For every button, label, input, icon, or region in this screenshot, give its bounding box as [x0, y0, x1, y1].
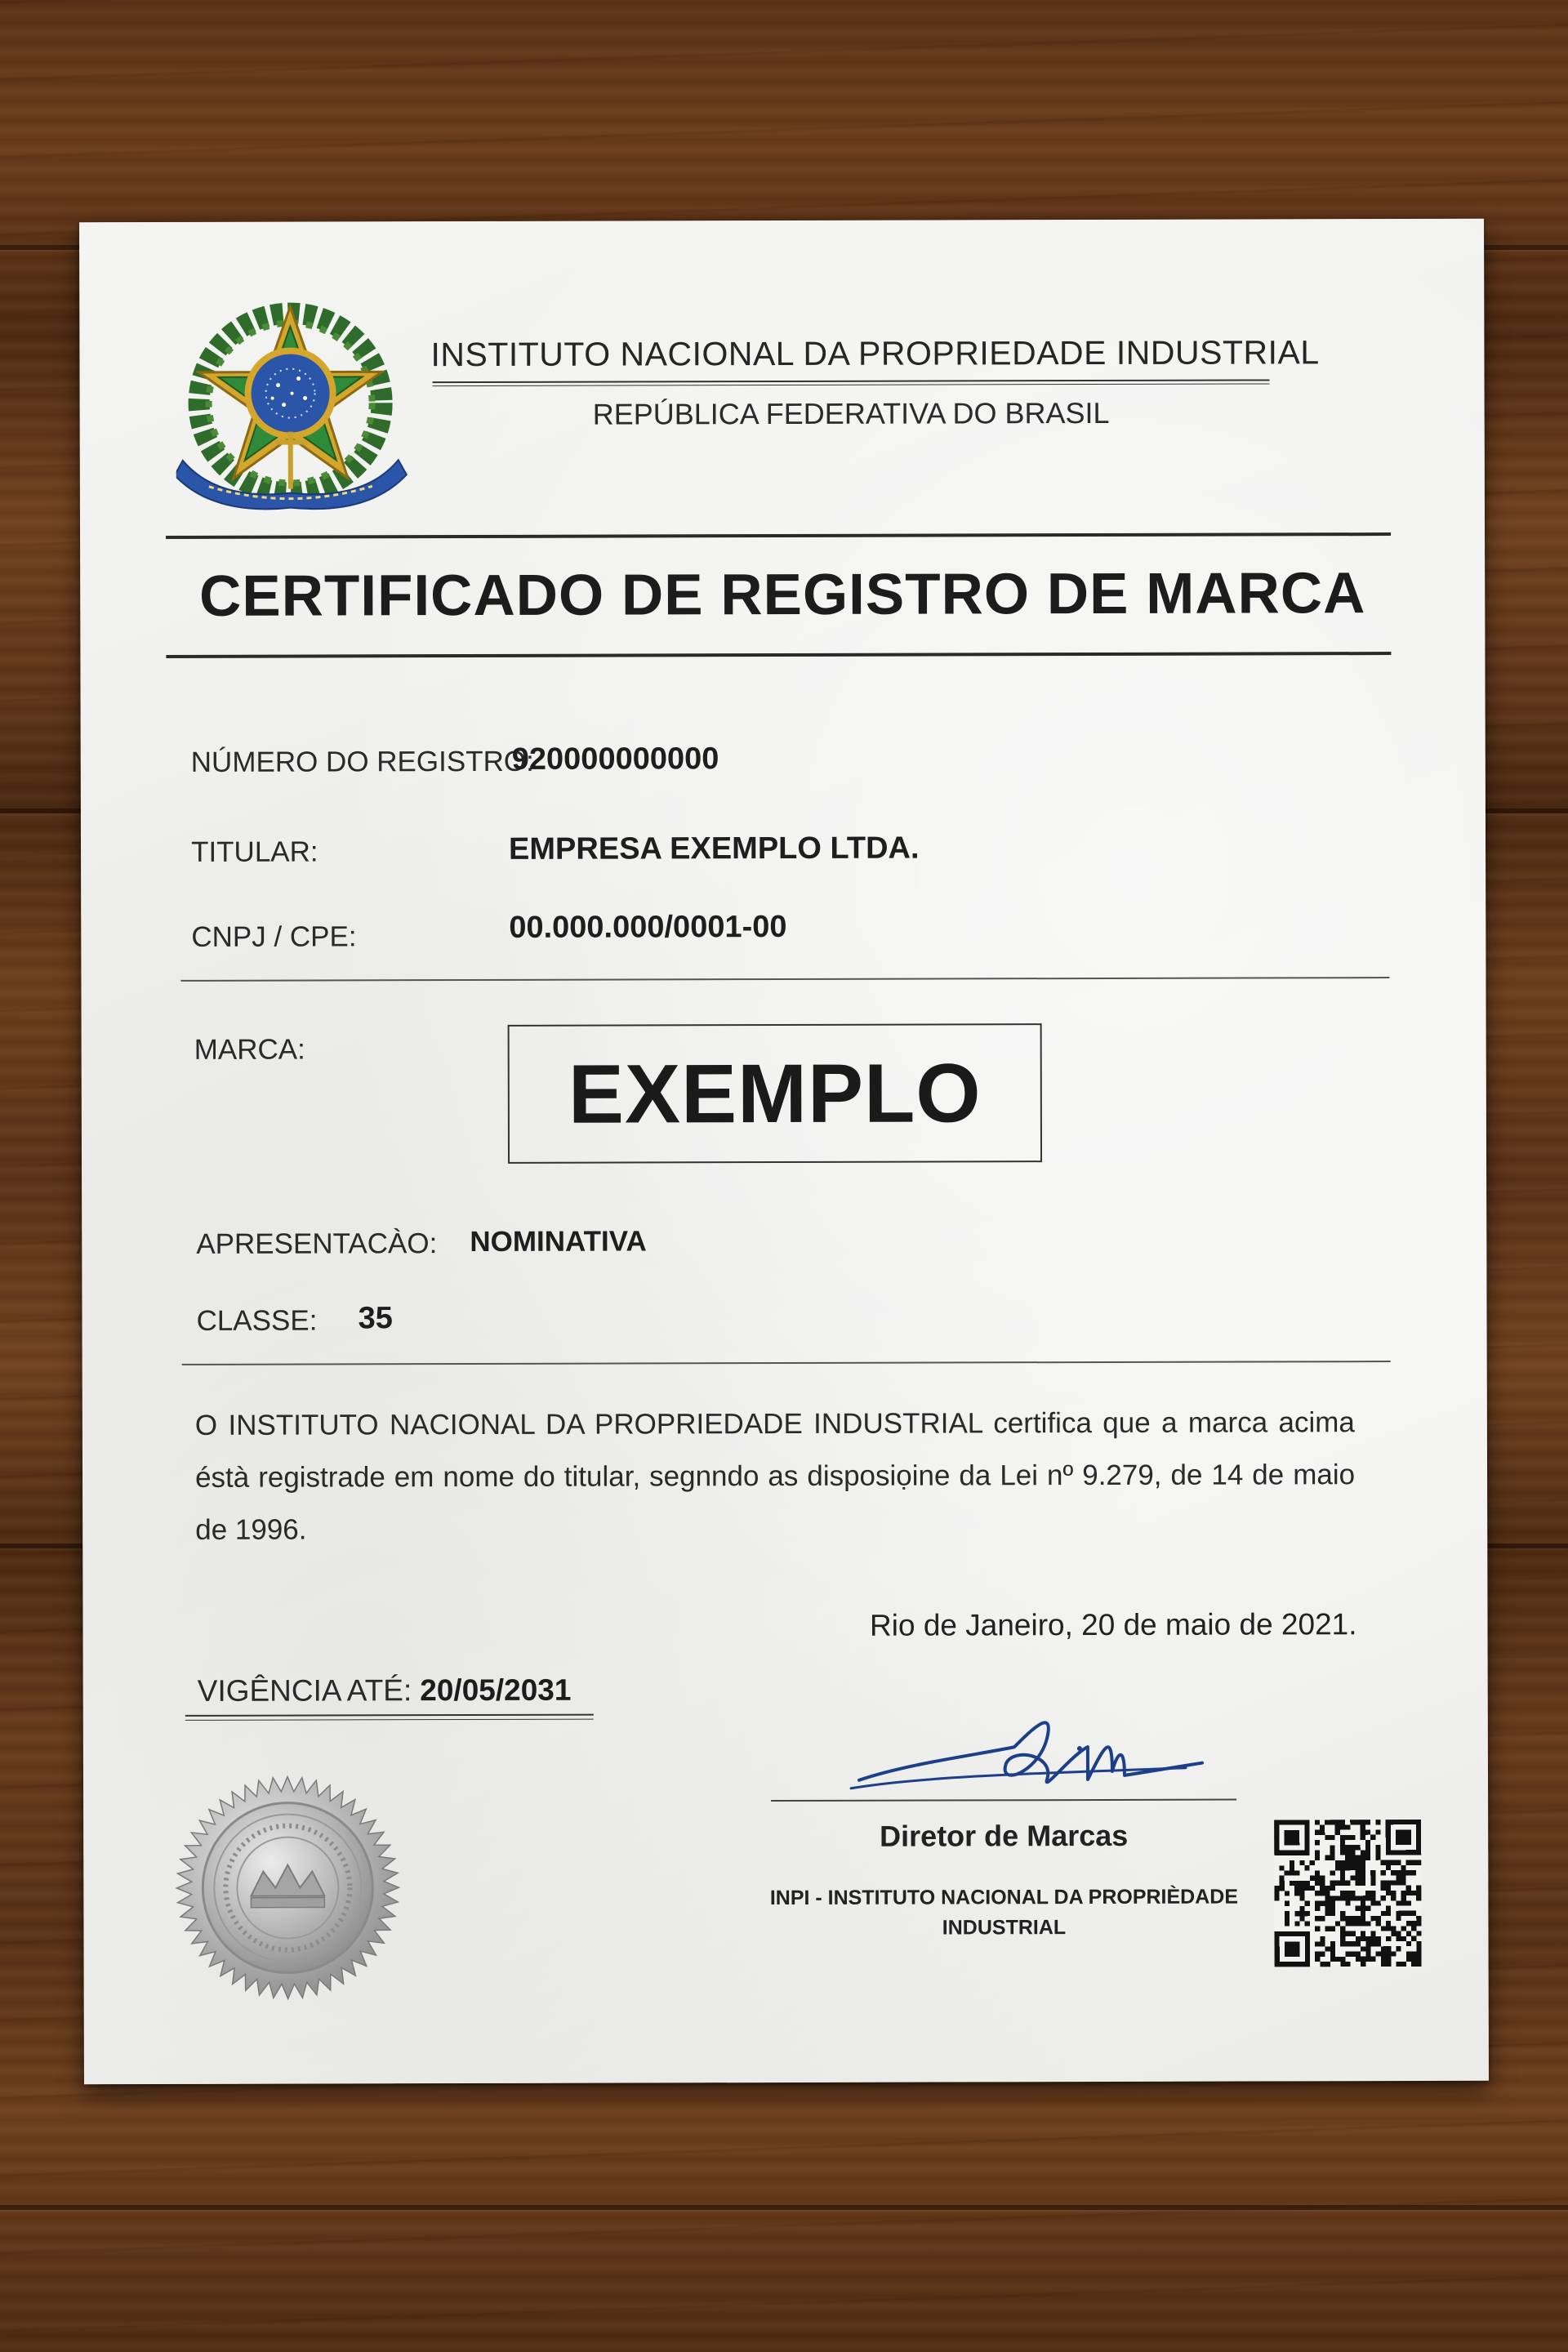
handwritten-signature-icon: [843, 1698, 1218, 1805]
registration-value: 920000000000: [511, 742, 719, 777]
mark-label: MARCA:: [194, 1033, 305, 1066]
validity-underline: [185, 1714, 594, 1721]
mark-box: [508, 1023, 1042, 1164]
republic-name: REPÚBLICA FEDERATIVA DO BRASIL: [592, 395, 1110, 431]
title-top-rule: [166, 532, 1391, 539]
place-date: Rio de Janeiro, 20 de maio de 2021.: [869, 1607, 1357, 1642]
institute-underline: [433, 379, 1270, 386]
certificate-paper: [79, 219, 1489, 2084]
cnpj-label: CNPJ / CPE:: [191, 920, 357, 953]
registration-label: NÚMERO DO REGISTRO:: [190, 745, 534, 778]
presentation-value: NOMINATIVA: [470, 1225, 647, 1258]
validity-value: 20/05/2031: [420, 1673, 572, 1708]
silver-seal-icon: [173, 1773, 403, 2002]
director-title: Diretor de Marcas: [880, 1818, 1129, 1853]
class-value: 35: [358, 1301, 393, 1336]
brazil-coat-of-arms-icon: [176, 296, 413, 518]
body-divider: [182, 1361, 1391, 1365]
holder-label: TITULAR:: [190, 835, 318, 868]
class-label: CLASSE:: [196, 1304, 318, 1337]
certificate-title: CERTIFICADO DE REGISTRO DE MARCA: [198, 561, 1366, 629]
presentation-label: APRESENTACÀO:: [196, 1227, 438, 1260]
mark-value: EXEMPLO: [568, 1045, 982, 1141]
inpi-organization: INPI - INSTITUTO NACIONAL DA PROPRIÈDADE INDUSTRIAL: [769, 1885, 1239, 1940]
institute-name: INSTITUTO NACIONAL DA PROPRIEDADE INDUSTRIAL: [430, 333, 1320, 374]
holder-value: EMPRESA EXEMPLO LTDA.: [508, 831, 920, 866]
wood-plank-gap: [0, 2205, 1568, 2210]
qr-code-icon: [1274, 1820, 1421, 1967]
validity-label: VIGÊNCIA ATÉ:: [197, 1673, 412, 1708]
certificate-body-text: O INSTITUTO NACIONAL DA PROPRIEDADE INDUSTRIAL certifica que a marca acima éstà registrade em nome do titular, segnndo as disposiọine da Lei nº 9.279, de 14 de maio de 1996.: [194, 1406, 1356, 1546]
cnpj-value: 00.000.000/0001-00: [509, 909, 787, 945]
fields-divider: [180, 977, 1389, 982]
validity: [198, 1673, 572, 1708]
title-bottom-rule: [166, 652, 1391, 658]
